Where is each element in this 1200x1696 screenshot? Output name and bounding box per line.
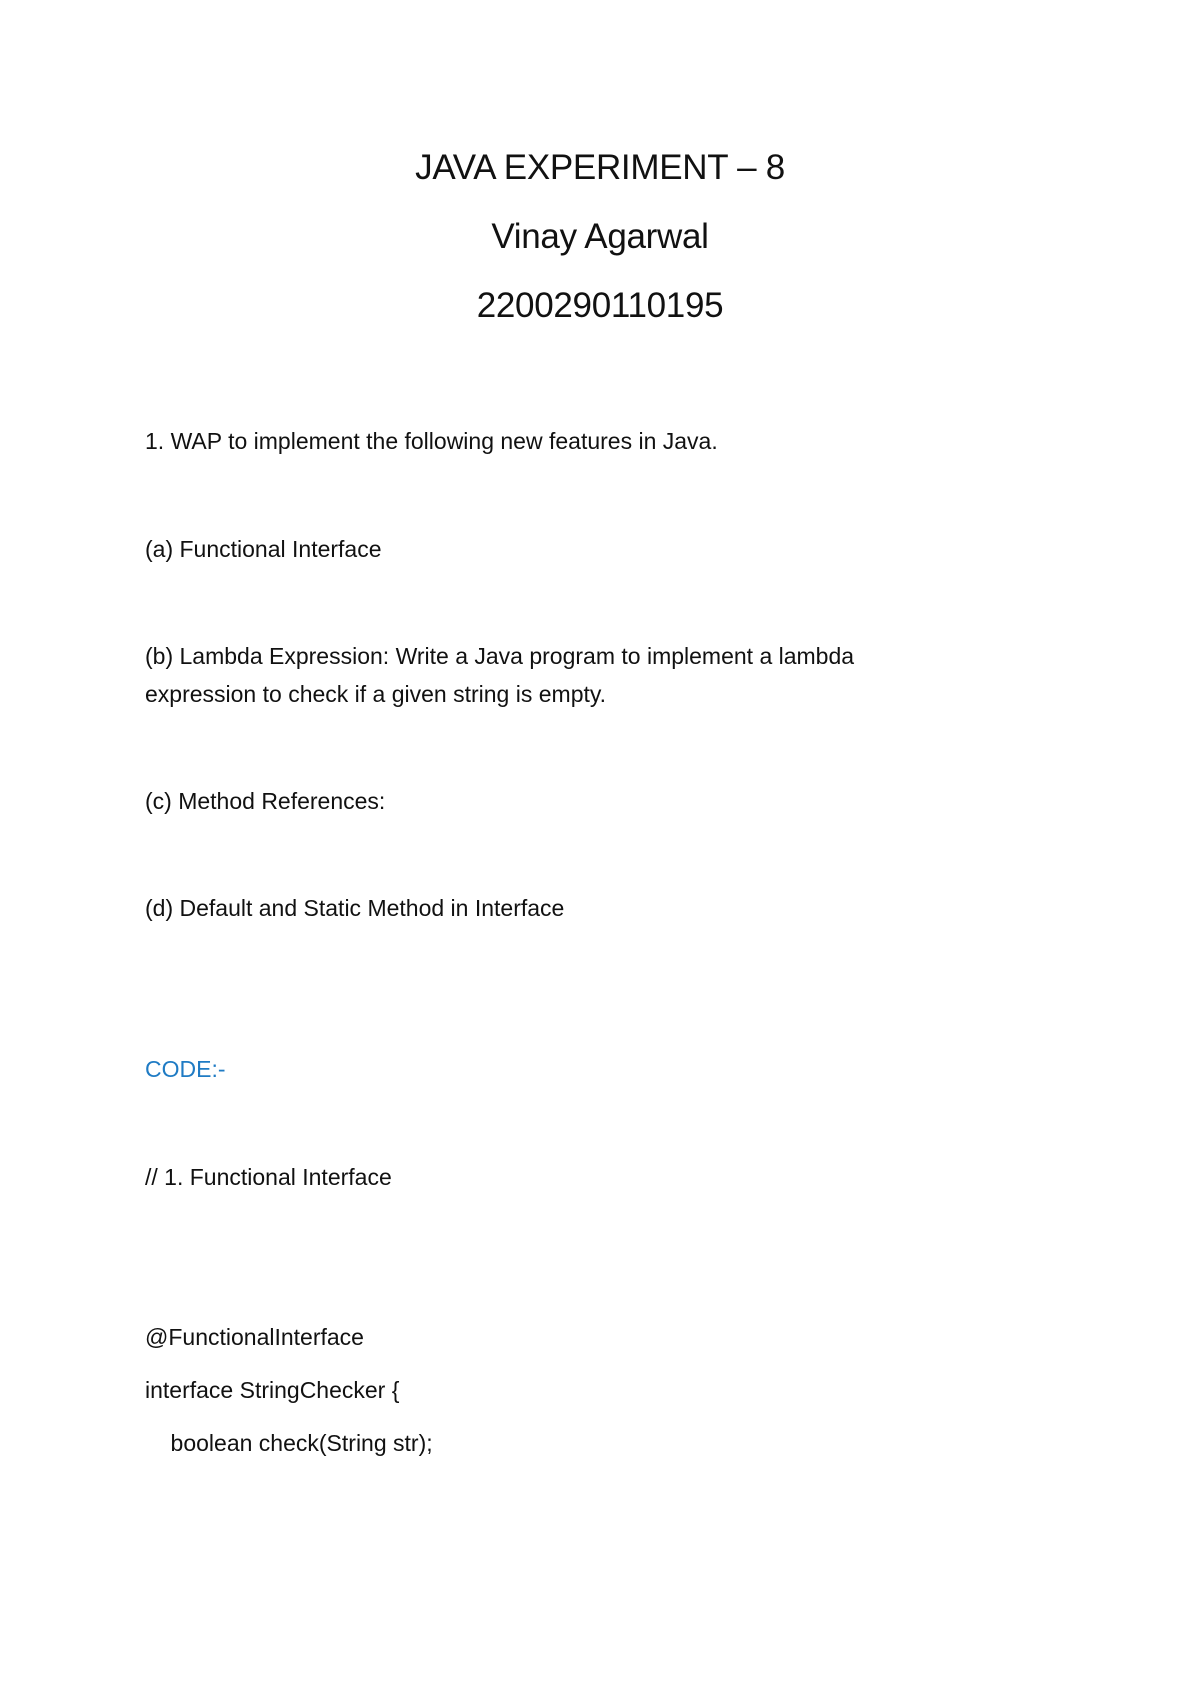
code-comment: // 1. Functional Interface bbox=[145, 1164, 392, 1190]
author-name: Vinay Agarwal bbox=[491, 217, 709, 256]
question-main: 1. WAP to implement the following new features in Java. bbox=[145, 428, 718, 454]
question-part-b-line1: (b) Lambda Expression: Write a Java program to implement a lambda bbox=[145, 643, 855, 669]
code-line-interface: interface StringChecker { bbox=[145, 1377, 400, 1403]
question-part-d: (d) Default and Static Method in Interface bbox=[145, 895, 565, 921]
question-part-c: (c) Method References: bbox=[145, 788, 386, 814]
question-part-b-line2: expression to check if a given string is empty. bbox=[145, 681, 607, 707]
roll-number: 2200290110195 bbox=[476, 286, 724, 325]
code-line-annotation: @FunctionalInterface bbox=[145, 1324, 364, 1350]
question-part-a: (a) Functional Interface bbox=[145, 536, 382, 562]
code-label: CODE:- bbox=[145, 1056, 226, 1082]
experiment-title: JAVA EXPERIMENT – 8 bbox=[415, 148, 785, 187]
code-line-method: boolean check(String str); bbox=[145, 1430, 433, 1456]
